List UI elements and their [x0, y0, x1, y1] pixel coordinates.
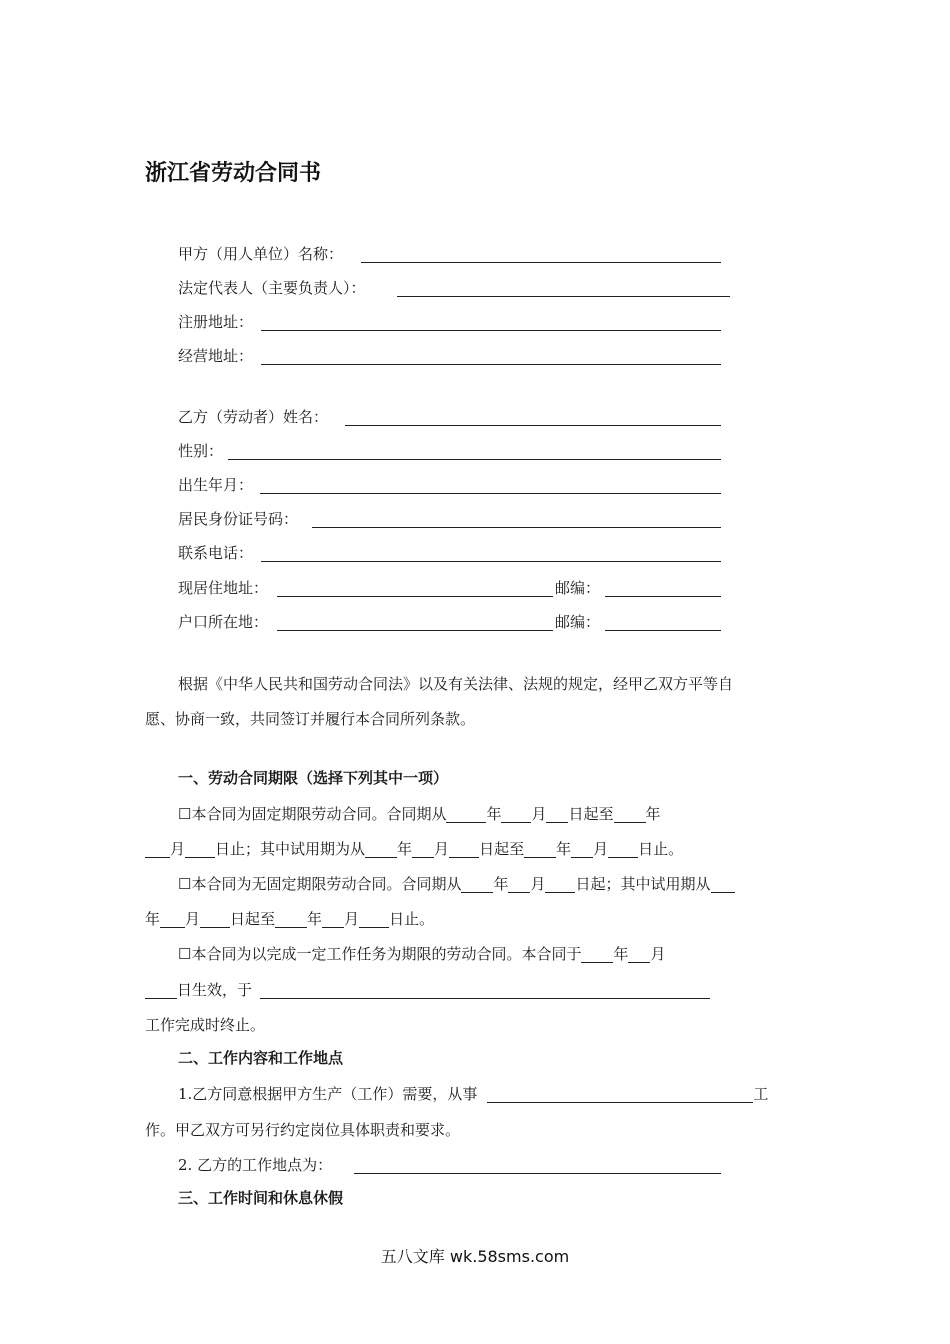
opt1-year-label: 年	[486, 805, 502, 823]
hukou-postcode-label: 邮编：	[555, 613, 601, 631]
phone-field[interactable]	[261, 561, 721, 562]
blank[interactable]	[412, 839, 434, 858]
id-label: 居民身份证号码：	[178, 510, 299, 528]
opt1-day-end-label-2: 日止。	[638, 840, 684, 858]
blank[interactable]	[461, 874, 493, 893]
current-address-field[interactable]	[277, 596, 553, 597]
opt1-month-label-2: 月	[170, 840, 186, 858]
legal-rep-label: 法定代表人（主要负责人）：	[178, 279, 366, 297]
opt2-line-2	[145, 907, 805, 931]
gender-row	[178, 439, 738, 463]
s2-item1-cont: 作。甲乙双方可另行约定岗位具体职责和要求。	[145, 1121, 461, 1139]
party-b-name-row	[178, 405, 738, 429]
opt2-month-label: 月	[530, 875, 546, 893]
blank[interactable]	[608, 839, 638, 858]
opt3-line-3	[145, 1013, 805, 1037]
s2-item2-row	[178, 1153, 738, 1177]
opt1-day-end-label: 日止；其中试用期为从	[215, 840, 366, 858]
blank[interactable]	[501, 804, 531, 823]
opt3-line-1	[178, 942, 838, 966]
blank[interactable]	[446, 804, 486, 823]
blank[interactable]	[449, 839, 479, 858]
phone-label: 联系电话：	[178, 544, 254, 562]
work-location-field[interactable]	[354, 1173, 721, 1174]
reg-address-field[interactable]	[261, 330, 721, 331]
opt2-day-to-label: 日起至	[230, 910, 276, 928]
opt3-end-label: 工作完成时终止。	[145, 1016, 266, 1034]
blank[interactable]	[359, 909, 389, 928]
reg-address-label: 注册地址：	[178, 313, 254, 331]
footer-watermark: 五八文库 wk.58sms.com	[380, 1247, 570, 1266]
legal-rep-row	[178, 276, 738, 300]
blank[interactable]	[365, 839, 397, 858]
s2-item1-line1	[178, 1082, 808, 1106]
party-b-name-field[interactable]	[345, 425, 721, 426]
section2-heading: 二、工作内容和工作地点	[178, 1049, 344, 1067]
biz-address-label: 经营地址：	[178, 347, 254, 365]
intro-text-1: 根据《中华人民共和国劳动合同法》以及有关法律、法规的规定，经甲乙双方平等自	[178, 675, 734, 693]
section1-heading: 一、劳动合同期限（选择下列其中一项）	[178, 769, 449, 787]
blank[interactable]	[711, 874, 735, 893]
blank[interactable]	[260, 980, 710, 999]
hukou-label: 户口所在地：	[178, 613, 269, 631]
opt1-checkbox-text[interactable]: ☐本合同为固定期限劳动合同。合同期从	[178, 805, 447, 823]
party-a-name-row	[178, 242, 738, 266]
current-address-row	[178, 576, 738, 600]
opt2-year-label-2: 年	[145, 910, 161, 928]
party-a-name-field[interactable]	[361, 262, 721, 263]
legal-rep-field[interactable]	[397, 296, 730, 297]
opt1-line-2	[145, 837, 805, 861]
blank[interactable]	[524, 839, 556, 858]
blank[interactable]	[571, 839, 593, 858]
blank[interactable]	[160, 909, 185, 928]
opt1-month-label-3: 月	[434, 840, 450, 858]
section3-heading: 三、工作时间和休息休假	[178, 1189, 344, 1207]
opt1-line-1	[178, 802, 838, 826]
intro-line-2	[145, 707, 805, 731]
birth-field[interactable]	[260, 493, 721, 494]
biz-address-field[interactable]	[261, 364, 721, 365]
reg-address-row	[178, 310, 738, 334]
opt2-line-1	[178, 872, 838, 896]
phone-row	[178, 541, 738, 565]
opt3-checkbox-text[interactable]: ☐本合同为以完成一定工作任务为期限的劳动合同。本合同于	[178, 945, 582, 963]
opt2-day-from-label: 日起；其中试用期从	[575, 875, 711, 893]
opt2-day-end-label: 日止。	[389, 910, 435, 928]
hukou-postcode-field[interactable]	[605, 630, 721, 631]
current-postcode-label: 邮编：	[555, 579, 601, 597]
job-field[interactable]	[487, 1084, 753, 1103]
blank[interactable]	[614, 804, 646, 823]
opt3-effective-label: 日生效，于	[177, 981, 253, 999]
gender-field[interactable]	[228, 459, 721, 460]
s2-item1-line2	[145, 1118, 805, 1142]
blank[interactable]	[145, 839, 170, 858]
blank[interactable]	[275, 909, 307, 928]
opt2-month-label-2: 月	[185, 910, 201, 928]
current-postcode-field[interactable]	[605, 596, 721, 597]
intro-text-2: 愿、协商一致，共同签订并履行本合同所列条款。	[145, 710, 476, 728]
hukou-row	[178, 610, 738, 634]
blank[interactable]	[545, 874, 575, 893]
opt1-month-label: 月	[531, 805, 547, 823]
blank[interactable]	[322, 909, 344, 928]
biz-address-row	[178, 344, 738, 368]
party-a-name-label: 甲方（用人单位）名称：	[178, 245, 344, 263]
blank[interactable]	[145, 980, 177, 999]
current-address-label: 现居住地址：	[178, 579, 269, 597]
opt1-day-from-label: 日起至	[568, 805, 614, 823]
opt1-year-label-2: 年	[645, 805, 661, 823]
gender-label: 性别：	[178, 442, 224, 460]
opt1-year-label-4: 年	[556, 840, 572, 858]
opt2-year-label: 年	[493, 875, 509, 893]
s2-item1-tail: 工	[753, 1085, 769, 1103]
opt2-checkbox-text[interactable]: ☐本合同为无固定期限劳动合同。合同期从	[178, 875, 462, 893]
party-b-name-label: 乙方（劳动者）姓名：	[178, 408, 329, 426]
opt3-month-label: 月	[650, 945, 666, 963]
page-title: 浙江省劳动合同书	[145, 161, 322, 186]
id-field[interactable]	[312, 527, 721, 528]
opt3-line-2	[145, 978, 805, 1002]
blank[interactable]	[546, 804, 568, 823]
opt2-month-label-3: 月	[344, 910, 360, 928]
birth-row	[178, 473, 738, 497]
blank[interactable]	[581, 944, 613, 963]
s2-item1-text: 1.乙方同意根据甲方生产（工作）需要，从事	[178, 1085, 478, 1103]
opt1-day-from-label-2: 日起至	[479, 840, 525, 858]
work-location-label: 2. 乙方的工作地点为：	[178, 1156, 333, 1174]
birth-label: 出生年月：	[178, 476, 254, 494]
opt1-month-label-4: 月	[593, 840, 609, 858]
id-row	[178, 507, 738, 531]
blank[interactable]	[508, 874, 530, 893]
hukou-field[interactable]	[277, 630, 553, 631]
blank[interactable]	[200, 909, 230, 928]
blank[interactable]	[628, 944, 650, 963]
blank[interactable]	[185, 839, 215, 858]
opt3-year-label: 年	[613, 945, 629, 963]
intro-line-1	[145, 672, 805, 696]
opt2-year-label-3: 年	[307, 910, 323, 928]
opt1-year-label-3: 年	[397, 840, 413, 858]
